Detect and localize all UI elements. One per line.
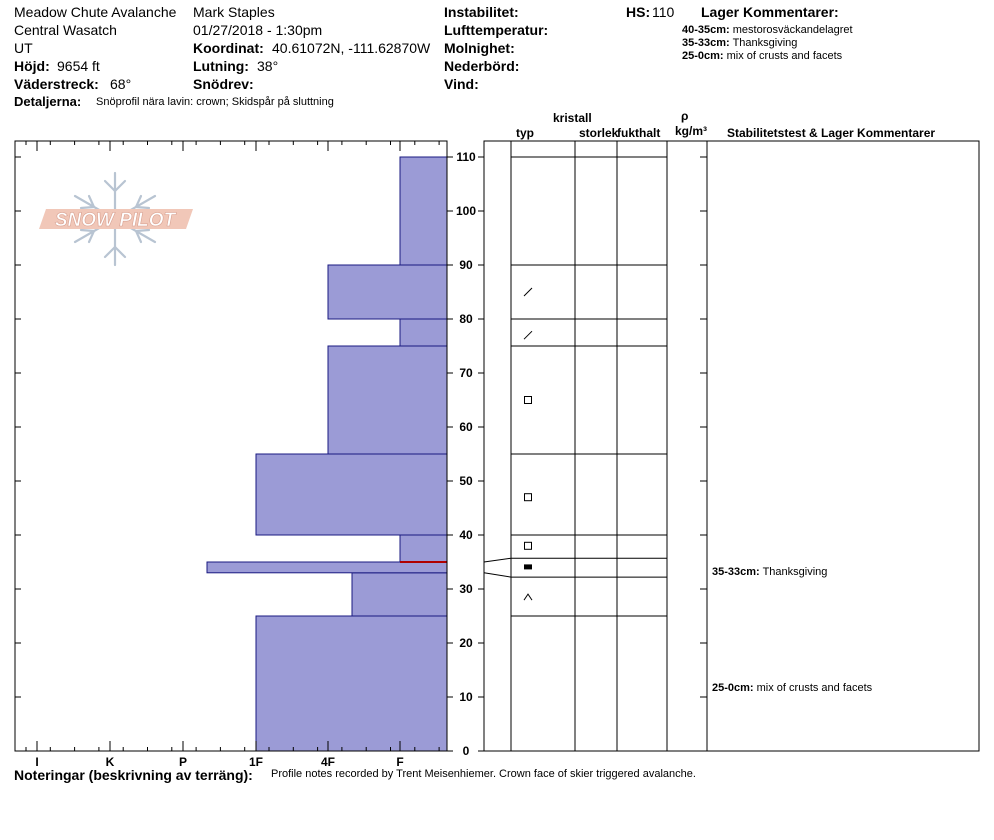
state-name: UT	[14, 40, 33, 56]
air-temperature-label: Lufttemperatur:	[444, 22, 549, 38]
size-column-header: storlek	[579, 126, 619, 140]
notes-value: Profile notes recorded by Trent Meisenhiemer. Crown face of skier triggered avalanche.	[271, 768, 696, 780]
snowpilot-logo	[39, 173, 193, 265]
stability-column-header: Stabilitetstest & Lager Kommentarer	[727, 126, 936, 140]
hardness-bar	[207, 562, 447, 573]
logo-text: SNOW PILOT	[54, 210, 176, 231]
elevation-value: 9654 ft	[57, 58, 100, 74]
hardness-tick-label: I	[35, 755, 39, 769]
grain-decomposing-icon	[524, 331, 532, 339]
crystal-table-frame	[484, 141, 979, 751]
height-tick-label: 70	[459, 366, 473, 380]
stability-comment	[712, 566, 827, 579]
grain-crust-icon	[524, 564, 532, 569]
height-tick-label: 0	[462, 744, 470, 758]
height-tick-label: 110	[456, 150, 476, 164]
layer-comment-range: 35-33cm:	[682, 37, 730, 49]
height-tick-label: 30	[459, 582, 473, 596]
hardness-tick-label: 1F	[248, 755, 264, 769]
wind-drift-label: Snödrev:	[193, 76, 254, 92]
grain-faceted-icon	[525, 494, 532, 501]
observation-datetime: 01/27/2018 - 1:30pm	[193, 22, 323, 38]
stability-comment-range: 35-33cm:	[712, 566, 760, 578]
coordinate-label: Koordinat:	[193, 40, 264, 56]
coordinate-value: 40.61072N, -111.62870W	[272, 40, 431, 56]
layer-comment-text: mestorosväckandelagret	[732, 24, 853, 36]
hardness-bar	[256, 616, 447, 751]
hardness-tick-label: 4F	[320, 755, 336, 769]
notes-label: Noteringar (beskrivning av terräng):	[14, 767, 253, 783]
hardness-tick-label: F	[396, 755, 404, 769]
type-column-header: typ	[516, 126, 534, 140]
hardness-tick-label: P	[178, 755, 188, 769]
moisture-column-header: fukthalt	[617, 126, 661, 140]
region-name: Central Wasatch	[14, 22, 117, 38]
elevation-label: Höjd:	[14, 58, 50, 74]
hardness-bar	[352, 573, 447, 616]
height-tick-label: 20	[459, 636, 473, 650]
layer-comments-title: Lager Kommentarer:	[701, 4, 839, 20]
hardness-bar	[328, 265, 447, 319]
location-name: Meadow Chute Avalanche	[14, 4, 177, 20]
stability-comment-text: Thanksgiving	[762, 566, 828, 578]
rho-symbol: ρ	[681, 109, 689, 123]
snow-height-value: 110	[652, 4, 675, 20]
hardness-bar	[400, 319, 447, 346]
layer-comment-range: 40-35cm:	[682, 24, 730, 36]
layer-comment-range: 25-0cm:	[682, 50, 724, 62]
height-tick-label: 40	[459, 528, 473, 542]
grain-decomposing-icon	[524, 288, 532, 296]
stability-comment	[712, 682, 872, 695]
details-value: Snöprofil nära lavin: crown; Skidspår på sluttning	[96, 96, 334, 108]
height-tick-label: 10	[459, 690, 473, 704]
crystal-column-header: kristall	[553, 111, 592, 125]
hardness-tick-label: K	[105, 755, 115, 769]
aspect-label: Väderstreck:	[14, 76, 99, 92]
grain-faceted-icon	[525, 397, 532, 404]
cloud-cover-label: Molnighet:	[444, 40, 515, 56]
instability-label: Instabilitet:	[444, 4, 519, 20]
wind-label: Vind:	[444, 76, 479, 92]
height-tick-label: 90	[459, 258, 473, 272]
snow-height-label: HS:	[626, 4, 651, 20]
layer-comment-text: Thanksgiving	[732, 37, 798, 49]
stability-comment-text: mix of crusts and facets	[756, 682, 873, 694]
layer-comment-text: mix of crusts and facets	[726, 50, 843, 62]
details-label: Detaljerna:	[14, 94, 82, 109]
layer-connector-line	[484, 573, 511, 577]
aspect-value: 68°	[110, 76, 132, 92]
grain-faceted-icon	[525, 542, 532, 549]
hardness-bar	[328, 346, 447, 454]
stability-comment-range: 25-0cm:	[712, 682, 754, 694]
height-tick-label: 100	[455, 204, 477, 218]
height-tick-label: 50	[459, 474, 473, 488]
slope-label: Lutning:	[193, 58, 249, 74]
hardness-bar	[256, 454, 447, 535]
height-tick-label: 80	[459, 312, 473, 326]
hardness-bar	[400, 535, 447, 562]
hardness-bar	[400, 157, 447, 265]
height-tick-label: 60	[459, 420, 473, 434]
slope-value: 38°	[257, 58, 279, 74]
grain-depth-hoar-icon	[524, 594, 532, 600]
density-unit-header: kg/m³	[675, 124, 708, 138]
observer-name: Mark Staples	[193, 4, 275, 20]
layer-connector-line	[484, 558, 511, 562]
precipitation-label: Nederbörd:	[444, 58, 520, 74]
